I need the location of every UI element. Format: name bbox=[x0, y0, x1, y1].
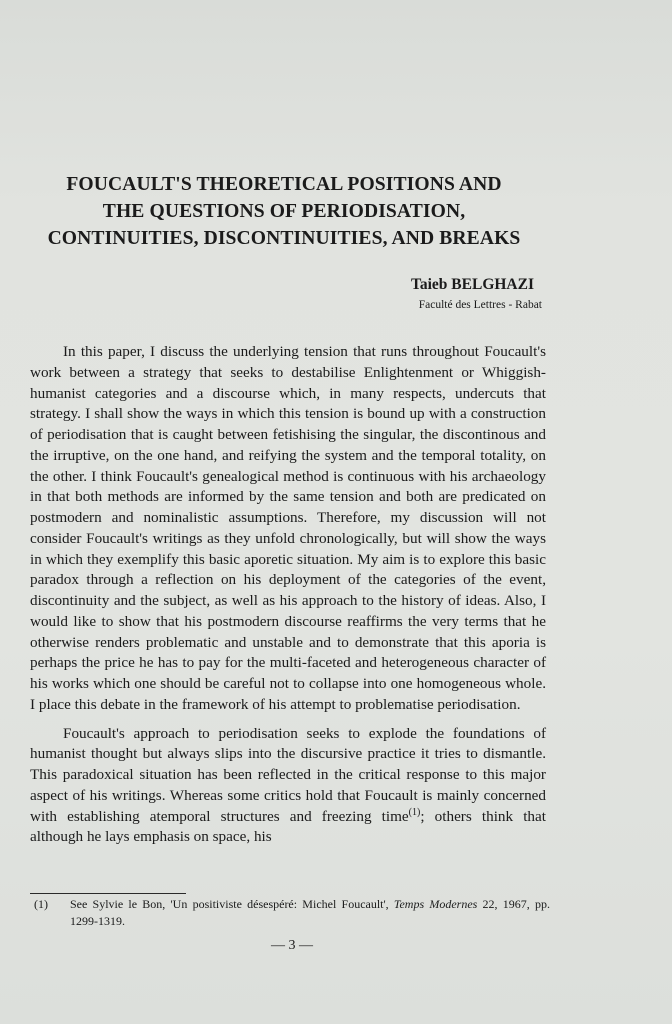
title-line-2: THE QUESTIONS OF PERIODISATION, bbox=[102, 201, 466, 222]
paragraph-2-text-b: ; others think that although he lays emphasis on space, his bbox=[30, 807, 546, 846]
paragraph-2 bbox=[30, 724, 546, 849]
author-name: Taieb BELGHAZI bbox=[410, 276, 534, 293]
page-number: — 3 — bbox=[271, 938, 313, 953]
body-text bbox=[30, 342, 546, 848]
paragraph-1: In this paper, I discuss the underlying tension that runs throughout Foucault's work between a strategy that seeks to destabilise Enlightenment or Whiggish-humanist categories and a discourse which, in many respects, undercuts that strategy. I shall show the ways in which this tension is bound up with a construction of periodisation that is caught between fetishising the singular, the discontinous and the irruptive, on the one hand, and reifying the system and the temporal totality, on the other. I think Foucault's genealogical method is continuous with his archaeology in that both methods are informed by the same tension and both are predicated on postmodern and nominalistic assumptions. Therefore, my discussion will not consider Foucault's writings as they unfold chronologically, but will show the ways in which they exemplify this basic aporetic situation. My aim is to explore this basic paradox through a reflection on his deployment of the categories of the event, discontinuity and the subject, as well as his approach to the history of ideas. Also, I would like to show that his postmodern discourse reaffirms the very terms that he otherwise renders problematic and unstable and to demonstrate that this aporia is perhaps the price he has to pay for the multi-faceted and heterogeneous character of his works which one should be careful not to collapse into one homogeneous whole. I place this debate in the framework of his attempt to problematise periodisation. bbox=[30, 343, 546, 713]
paper-title bbox=[0, 171, 568, 252]
footnote-marker: (1) bbox=[34, 897, 48, 911]
footnote-text-b: 22, 1967, pp. 1299-1319. bbox=[70, 897, 550, 928]
author-affiliation: Faculté des Lettres - Rabat bbox=[418, 299, 542, 311]
footnote-journal: Temps Modernes bbox=[393, 897, 478, 911]
footnote-text-a: See Sylvie le Bon, 'Un positiviste désespéré: Michel Foucault', bbox=[70, 897, 394, 911]
title-line-1: FOUCAULT'S THEORETICAL POSITIONS AND bbox=[66, 174, 502, 195]
footnote-divider bbox=[30, 893, 186, 894]
footnote-text bbox=[70, 896, 550, 930]
footnote bbox=[30, 896, 550, 930]
footnote-reference[interactable]: (1) bbox=[408, 806, 421, 818]
paragraph-2-text-a: Foucault's approach to periodisation seeks to explode the foundations of humanist thought but always slips into the discursive practice it tries to dismantle. This paradoxical situation has been reflected in the critical response to this major aspect of his writings. Whereas some critics hold that Foucault is mainly concerned with establishing atemporal structures and freezing time bbox=[30, 724, 546, 825]
title-line-3: CONTINUITIES, DISCONTINUITIES, AND BREAKS bbox=[47, 228, 521, 249]
